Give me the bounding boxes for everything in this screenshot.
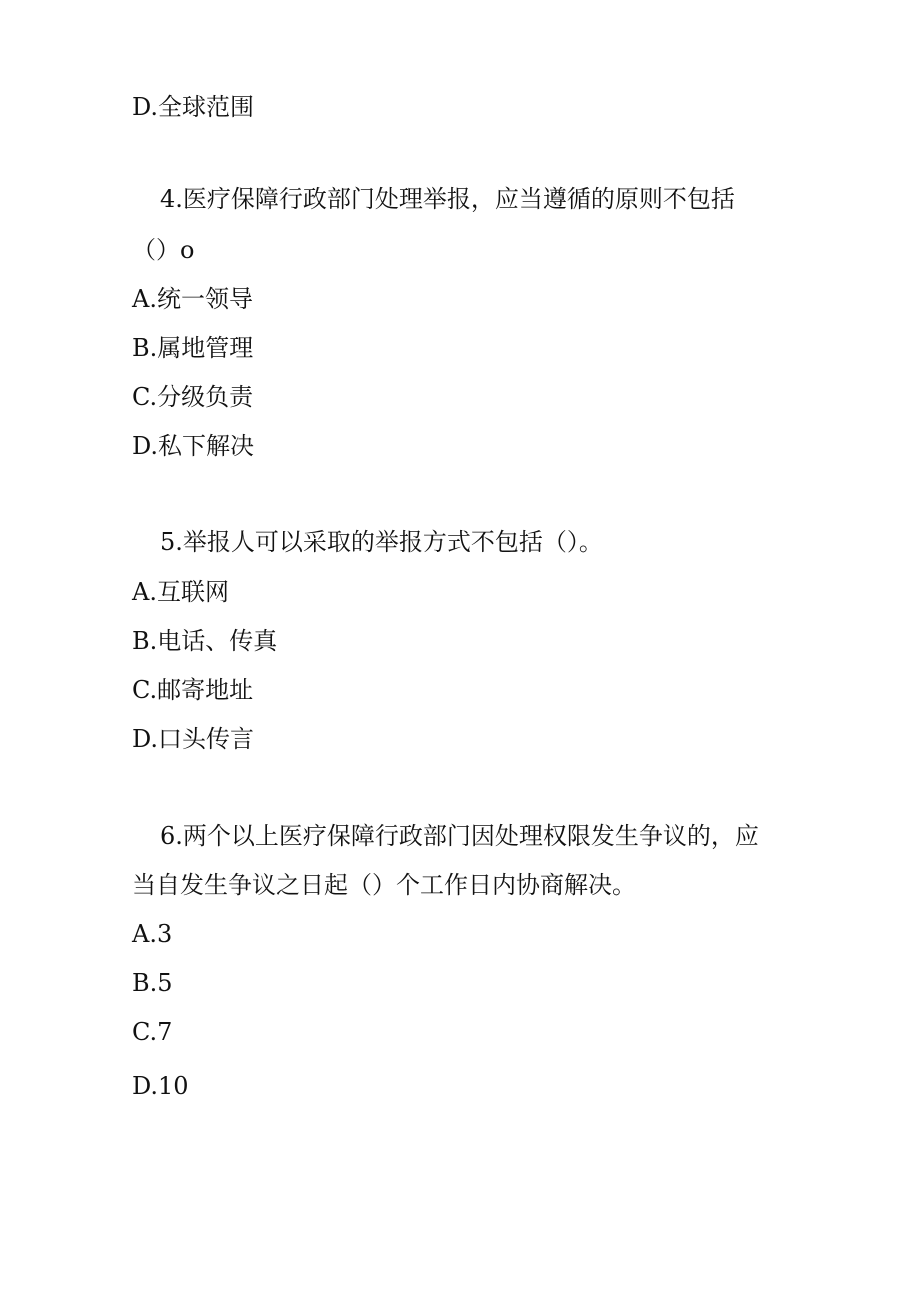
question-4-stem-cont: （）o	[132, 236, 195, 264]
question-6-option-c: C.7	[132, 1018, 173, 1046]
question-6-option-b: B.5	[132, 969, 173, 997]
question-5-option-d: D.口头传言	[132, 725, 255, 753]
question-6-option-d: D.10	[132, 1072, 189, 1100]
question-5-stem: 5.举报人可以采取的举报方式不包括（）。	[160, 528, 603, 556]
question-5-option-a: A.互联网	[132, 578, 229, 606]
question-6-option-a: A.3	[132, 920, 173, 948]
question-4-stem: 4.医疗保障行政部门处理举报，应当遵循的原则不包括	[160, 185, 735, 213]
question-5-option-c: C.邮寄地址	[132, 676, 254, 704]
question-6-stem: 6.两个以上医疗保障行政部门因处理权限发生争议的，应	[160, 822, 759, 850]
question-4-option-d: D.私下解决	[132, 432, 255, 460]
question-4-option-b: B.属地管理	[132, 334, 254, 362]
question-4-option-a: A.统一领导	[132, 285, 253, 313]
question-4-option-c: C.分级负责	[132, 383, 254, 411]
option-d-prev: D.全球范围	[132, 93, 255, 121]
question-5-option-b: B.电话、传真	[132, 627, 278, 655]
question-6-stem-cont: 当自发生争议之日起（）个工作日内协商解决。	[132, 871, 636, 899]
